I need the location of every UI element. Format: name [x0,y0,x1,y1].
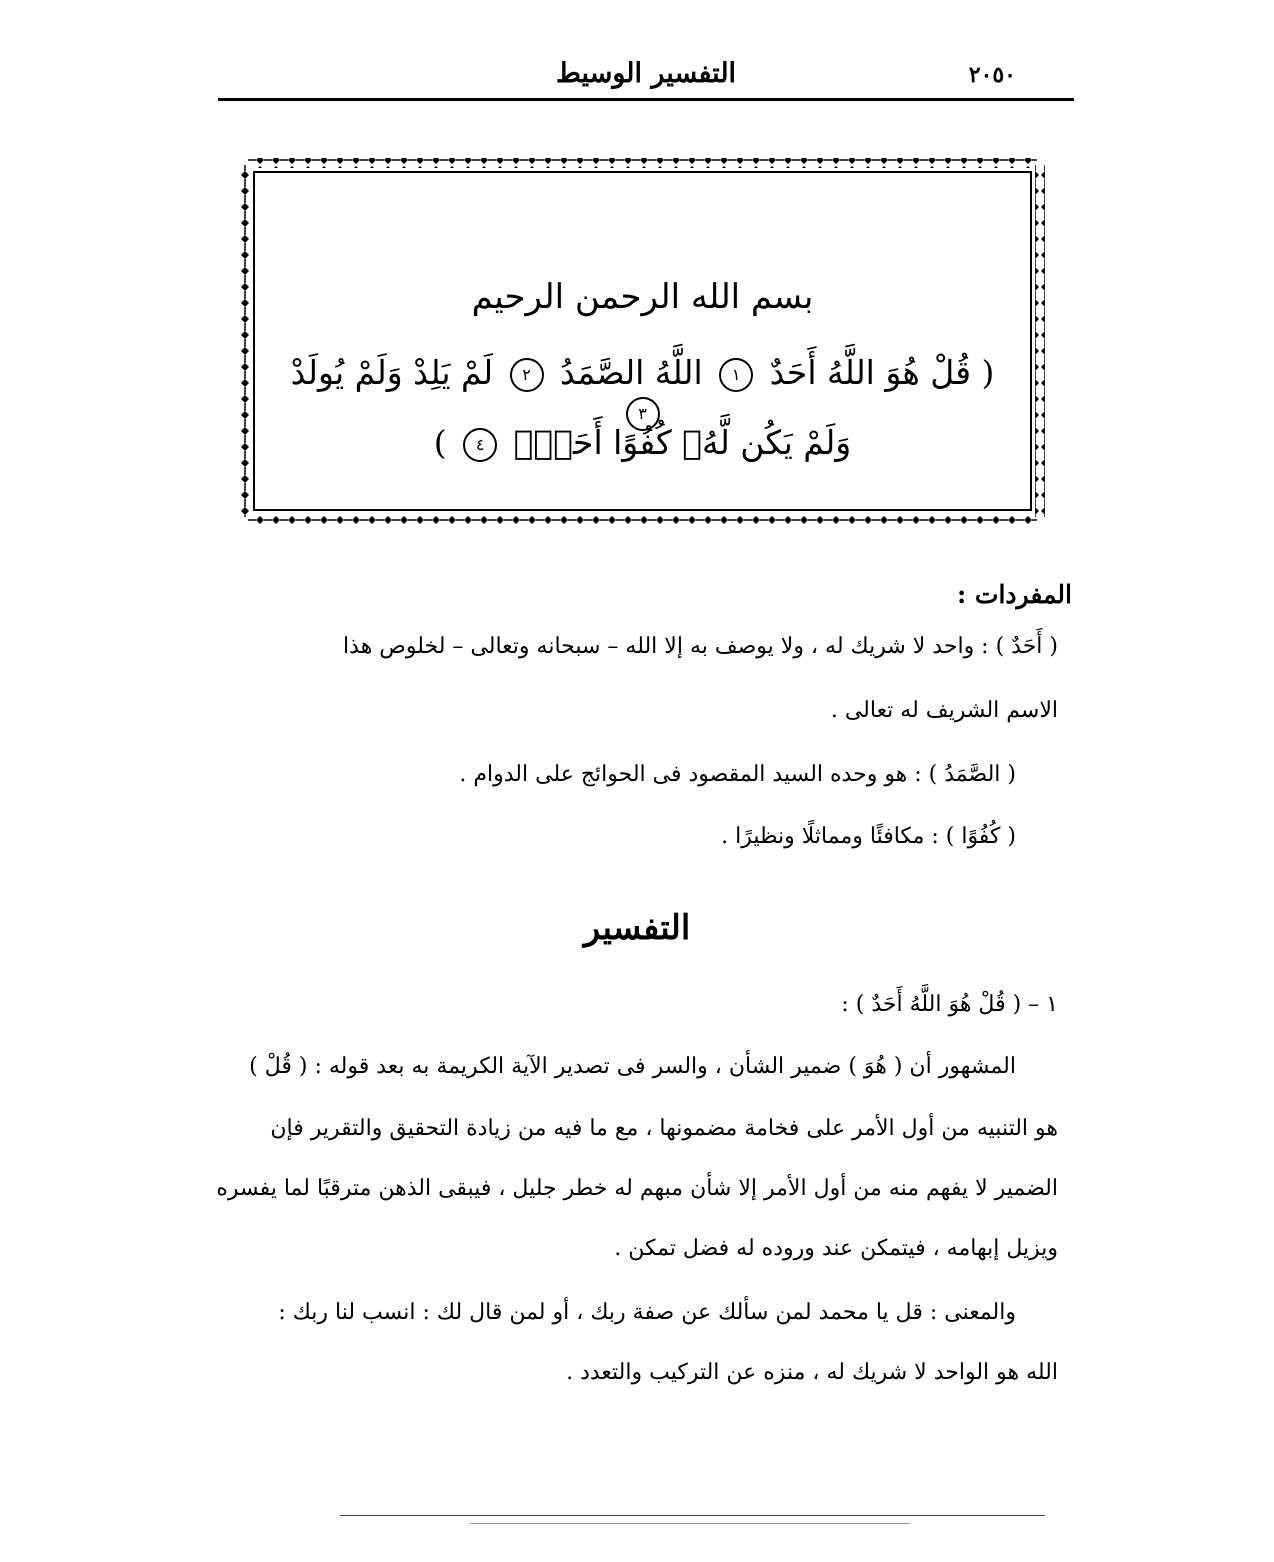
ayah-number-marker: ٤ [463,428,497,462]
verse-line-1: ( قُلْ هُوَ اللَّهُ أَحَدٌ ١ اللَّهُ الصَّمَدُ ٢ لَمْ يَلِدْ وَلَمْ يُولَدْ ٣ [266,353,1019,431]
verse-line-2: وَلَمْ يَكُن لَّهُۥ كُفُوًا أَحَدٌۢ ٤ ) [433,423,852,462]
verse-frame [240,155,1045,527]
ayah-number-marker: ١ [719,358,753,392]
running-title: التفسير الوسيط [555,58,737,89]
page-header [218,52,1074,102]
tafsir-line: الله هو الواحد لا شريك له ، منزه عن التركيب والتعدد . [566,1360,1058,1385]
tafsir-line: المشهور أن ( هُوَ ) ضمير الشأن ، والسر فى تصدير الآية الكريمة به بعد قوله : ( قُلْ ) [249,1054,1016,1079]
vocab-heading: المفردات : [956,580,1072,609]
header-rule [218,98,1074,101]
basmala: بسم الله الرحمن الرحيم [471,277,814,317]
tafsir-line: الضمير لا يفهم منه من أول الأمر إلا شأن مبهم له خطر جليل ، فيبقى الذهن مترقبًا لما يفسره [216,1176,1058,1201]
ornamental-border [240,155,1045,527]
vocab-line: ( الصَّمَدُ ) : هو وحده السيد المقصود فى الحوائج على الدوام . [459,762,1016,787]
ayah-number-marker: ٣ [626,397,660,431]
ayah-number-marker: ٢ [510,358,544,392]
tafsir-line: هو التنبيه من أول الأمر على فخامة مضمونها ، مع ما فيه من زيادة التحقيق والتقرير فإن [270,1116,1058,1141]
page-number: ٢٠٥٠ [968,62,1016,88]
tafsir-line: ويزيل إبهامه ، فيتمكن عند وروده له فضل تمكن . [614,1236,1058,1261]
footer-rule [340,1515,1045,1516]
vocab-line: الاسم الشريف له تعالى . [830,698,1058,723]
vocab-line: ( أَحَدٌ ) : واحد لا شريك له ، ولا يوصف به إلا الله – سبحانه وتعالى – لخلوص هذا [343,634,1058,659]
tafsir-heading: التفسير [583,908,691,948]
tafsir-line: والمعنى : قل يا محمد لمن سألك عن صفة ربك ، أو لمن قال لك : انسب لنا ربك : [278,1300,1016,1325]
footer-rule-secondary [470,1523,910,1524]
vocab-line: ( كُفُوًا ) : مكافئًا ومماثلًا ونظيرًا . [721,824,1016,849]
tafsir-line: ١ – ( قُلْ هُوَ اللَّهُ أَحَدٌ ) : [841,992,1058,1017]
